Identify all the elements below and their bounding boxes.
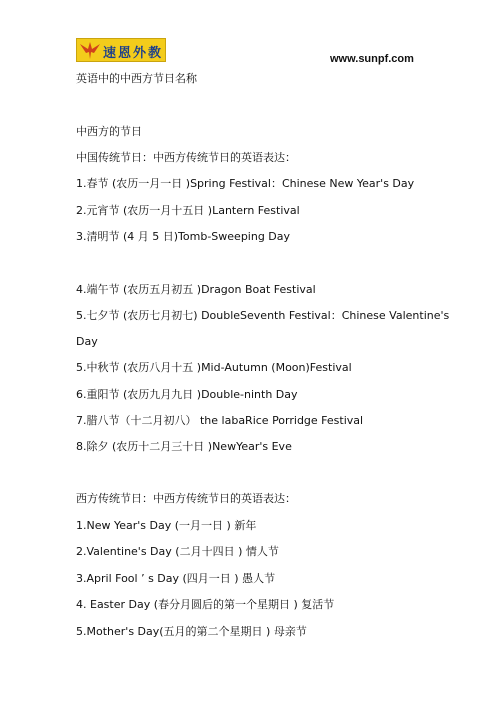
chinese-item: 5.七夕节 (农历七月初七) DoubleSeventh Festival：Chinese Valentine's	[76, 309, 450, 322]
western-item: 3.April Fool ’ s Day (四月一日 ) 愚人节	[76, 572, 276, 585]
chinese-item: 2.元宵节 (农历一月十五日 )Lantern Festival	[76, 204, 300, 217]
chinese-item-continued: Day	[76, 335, 98, 348]
eagle-icon	[79, 40, 101, 60]
western-item: 4. Easter Day (春分月圆后的第一个星期日 ) 复活节	[76, 598, 335, 611]
chinese-item: 8.除夕 (农历十二月三十日 )NewYear's Eve	[76, 440, 292, 453]
logo-text: 速恩外教	[103, 46, 164, 61]
logo	[76, 38, 166, 62]
chinese-item: 5.中秋节 (农历八月十五 )Mid-Autumn (Moon)Festival	[76, 361, 352, 374]
western-item: 5.Mother's Day(五月的第二个星期日 ) 母亲节	[76, 625, 307, 638]
western-intro: 西方传统节日：中西方传统节日的英语表达：	[76, 492, 296, 505]
chinese-item: 4.端午节 (农历五月初五 )Dragon Boat Festival	[76, 283, 316, 296]
chinese-intro: 中国传统节日：中西方传统节日的英语表达：	[76, 151, 296, 164]
chinese-item: 3.清明节 (4 月 5 日)Tomb-Sweeping Day	[76, 230, 291, 243]
section-heading: 中西方的节日	[76, 125, 142, 138]
western-item: 1.New Year's Day (一月一日 ) 新年	[76, 519, 257, 532]
site-url: www.sunpf.com	[330, 53, 414, 65]
western-item: 2.Valentine's Day (二月十四日 ) 情人节	[76, 545, 279, 558]
chinese-item: 7.腊八节（十二月初八） the labaRice Porridge Festival	[76, 414, 364, 427]
chinese-item: 1.春节 (农历一月一日 )Spring Festival：Chinese New Year's Day	[76, 177, 415, 190]
chinese-item: 6.重阳节 (农历九月九日 )Double-ninth Day	[76, 388, 298, 401]
page-title: 英语中的中西方节日名称	[76, 72, 197, 85]
